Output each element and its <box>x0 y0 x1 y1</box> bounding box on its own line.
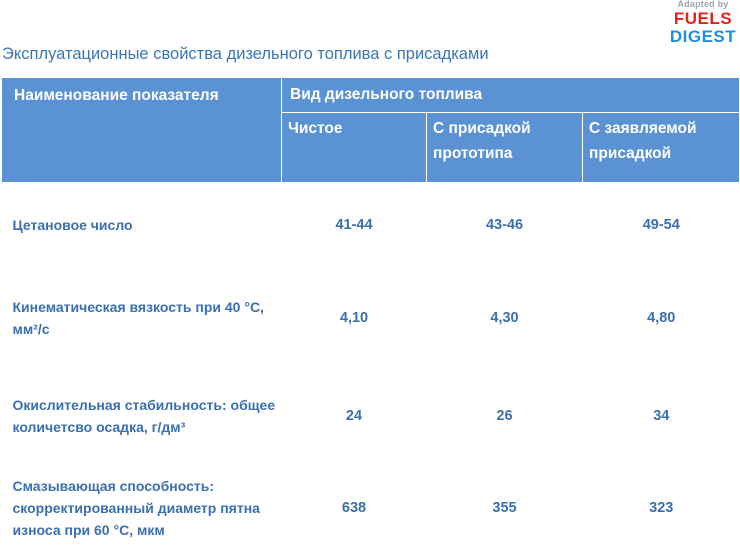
page-title: Эксплуатационные свойства дизельного топлива с присадками <box>2 45 489 63</box>
cell-value: 4,30 <box>427 268 583 368</box>
cell-value: 4,80 <box>583 268 740 368</box>
cell-value: 34 <box>583 368 740 464</box>
cell-value: 355 <box>427 464 583 552</box>
table-row <box>2 464 740 552</box>
cell-value: 24 <box>282 368 427 464</box>
column-header-clean: Чистое <box>282 113 427 183</box>
table-row <box>2 368 740 464</box>
cell-value: 41-44 <box>282 183 427 268</box>
header-fuel-type: Вид дизельного топлива <box>282 78 740 113</box>
table-row <box>2 268 740 368</box>
row-label-cetane-number: Цетановое число <box>2 183 282 268</box>
cell-value: 4,10 <box>282 268 427 368</box>
column-header-prototype-additive: С присадкой прототипа <box>427 113 583 183</box>
properties-table <box>1 77 740 552</box>
cell-value: 26 <box>427 368 583 464</box>
cell-value: 638 <box>282 464 427 552</box>
table-row <box>2 183 740 268</box>
table-header-row <box>2 78 740 113</box>
fuels-digest-logo <box>668 0 738 45</box>
row-label-kinematic-viscosity: Кинематическая вязкость при 40 °С, мм²/с <box>2 268 282 368</box>
header-indicator-name: Наименование показателя <box>2 78 282 183</box>
row-label-lubricity: Смазывающая способность: скорректированный диаметр пятна износа при 60 °С, мкм <box>2 464 282 552</box>
row-label-oxidation-stability: Окислительная стабильность: общее количетсво осадка, г/дм³ <box>2 368 282 464</box>
cell-value: 49-54 <box>583 183 740 268</box>
column-header-claimed-additive: С заявляемой присадкой <box>583 113 740 183</box>
logo-word-digest: DIGEST <box>669 27 737 46</box>
logo-word-fuels: FUELS <box>673 9 733 28</box>
cell-value: 323 <box>583 464 740 552</box>
cell-value: 43-46 <box>427 183 583 268</box>
logo-tagline: Adapted by <box>677 0 729 9</box>
